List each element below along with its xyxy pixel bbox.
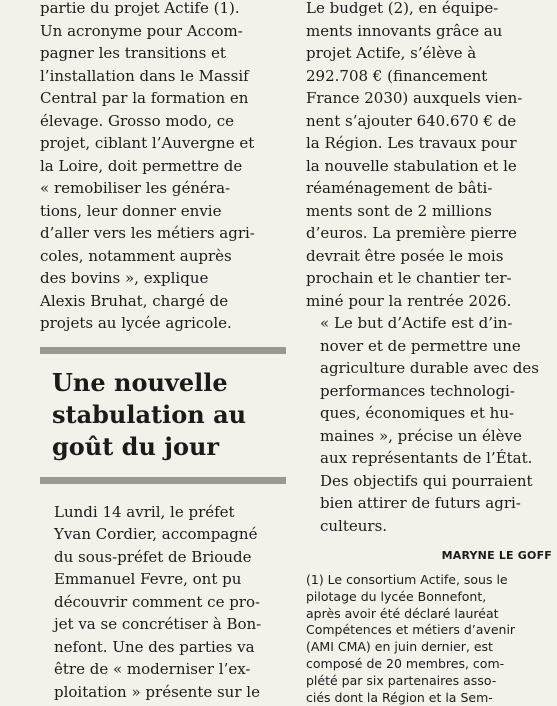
article-left-column: [40, 0, 286, 703]
article-paragraph: Lundi 14 avril, le préfet Yvan Cordier, accompagné du sous-préfet de Brioude Emmanuel Fevre, ont pu découvrir comment ce pro- jet va se concrétiser à Bon- nefont. Une des parties va être de « moderniser l’ex- ploitation » présente sur le: [54, 502, 262, 701]
article-right-column: [306, 0, 552, 706]
divider-rule: [40, 347, 286, 354]
article-paragraph: Le budget (2), en équipe- ments innovants grâce au projet Actife, s’élève à 292.708 € (financement France 2030) auxquels vien- nent s’ajouter 640.670 € de la Région. Les travaux pour la nouvelle stabulation et le réaménagement de bâti- ments sont de 2 millions d’euros. La première pierre devrait être posée le mois prochain et le chantier ter- miné pour la rentrée 2026.: [306, 0, 523, 310]
author-byline: MARYNE LE GOFF: [441, 549, 552, 562]
article-paragraph: « Le but d’Actife est d’in- nover et de permettre une agriculture durable avec des performances technologi- ques, économiques et hu- maines », précise un élève aux représentants de l’État. Des objectifs qui pourraient bien attirer de futurs agri- culteurs.: [320, 314, 539, 535]
divider-rule: [40, 477, 286, 484]
section-headline: Une nouvelle stabulation au goût du jour: [52, 367, 247, 461]
article-paragraph: partie du projet Actife (1). Un acronyme pour Accom- pagner les transitions et l’installation dans le Massif Central par la formation en élevage. Grosso modo, ce projet, ciblant l’Auvergne et la Loire, doit permettre de « remobiliser les généra- tions, leur donner envie d’aller vers les métiers agri- coles, notamment auprès des bovins », explique Alexis Bruhat, chargé de projets au lycée agricole.: [40, 0, 255, 332]
footnote: (1) Le consortium Actife, sous le pilotage du lycée Bonnefont, après avoir été déclaré lauréat Compétences et métiers d’avenir (AMI CMA) en juin dernier, est composé de 20 membres, com- plété par six partenaires asso- ciés dont la Région et la Sem-: [306, 572, 516, 705]
